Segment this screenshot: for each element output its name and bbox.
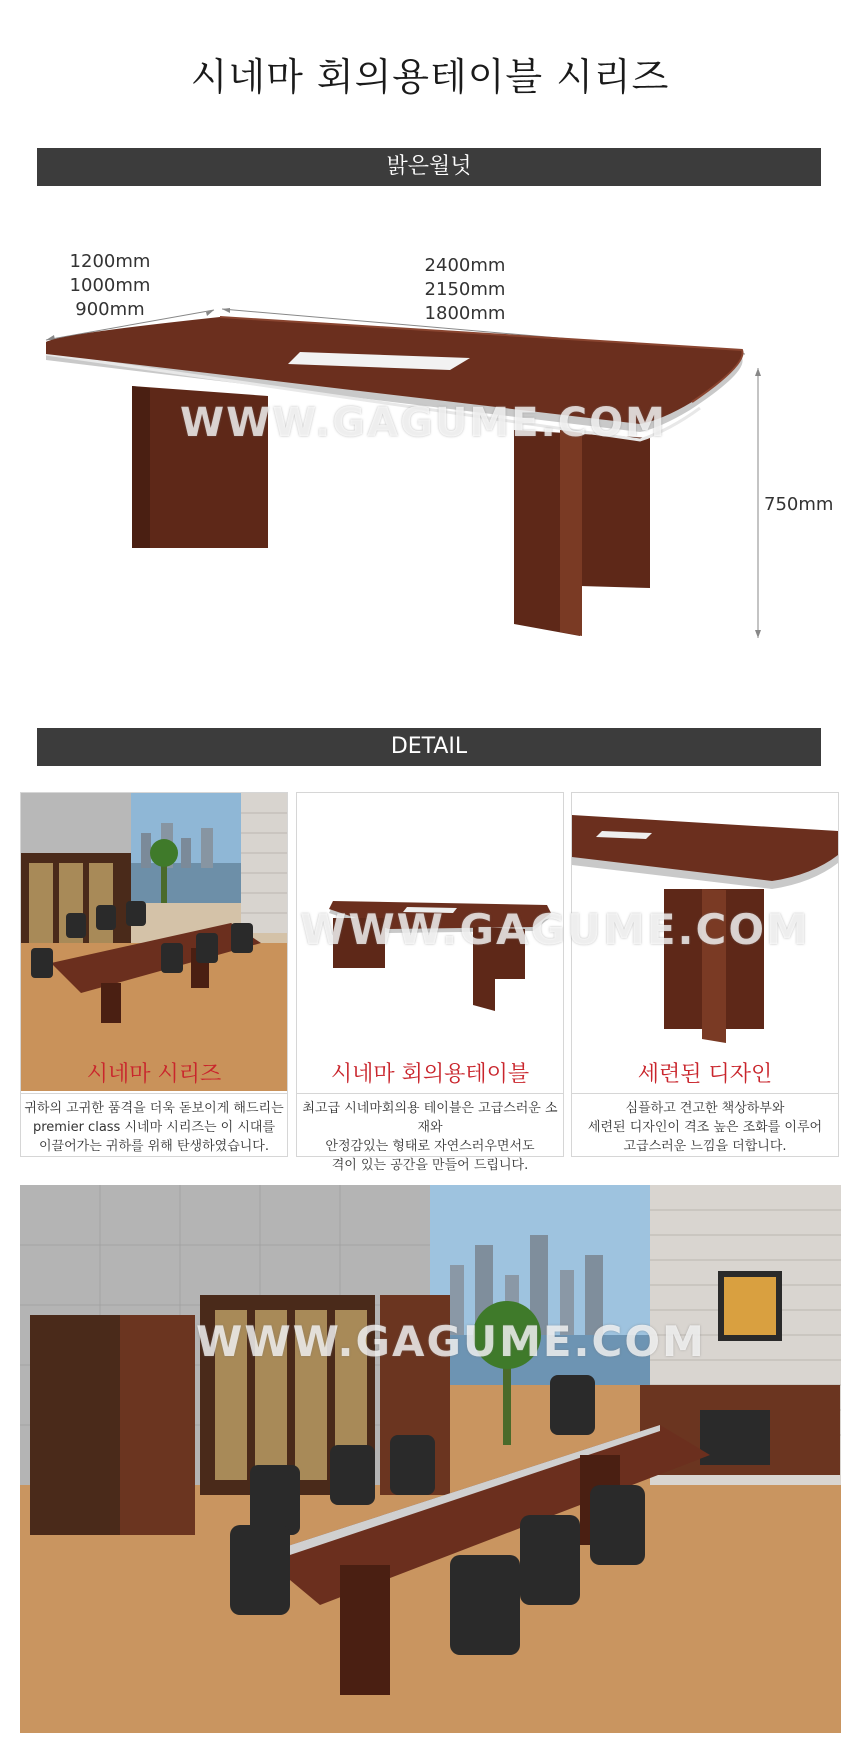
- desc-line: 고급스러운 느낌을 더합니다.: [623, 1139, 787, 1154]
- desc-line: 격이 있는 공간을 만들어 드립니다.: [331, 1158, 529, 1173]
- height-dimension: 750mm: [764, 494, 834, 515]
- detail-card-series: [20, 792, 288, 1157]
- length-3: 1800mm: [424, 303, 506, 324]
- desc-line: 세련된 디자인이 격조 높은 조화를 이루어: [587, 1120, 823, 1135]
- desc-line: premier class 시네마 시리즈는 이 시대를: [33, 1120, 275, 1135]
- desc-line: 이끌어가는 귀하를 위해 탄생하였습니다.: [38, 1139, 269, 1154]
- page-title: 시네마 회의용테이블 시리즈: [190, 55, 670, 99]
- description-design: [572, 1093, 838, 1157]
- desc-line: 안정감있는 형태로 자연스러우면서도: [325, 1139, 535, 1154]
- room-showcase-image: [20, 1185, 841, 1733]
- desc-line: 귀하의 고귀한 품격을 더욱 돋보이게 해드리는: [24, 1101, 284, 1116]
- detail-section-bar: DETAIL: [37, 728, 821, 766]
- caption-series: 시네마 시리즈: [86, 1062, 222, 1087]
- watermark: WWW.GAGUME.COM: [180, 400, 667, 446]
- description-table: [297, 1093, 563, 1173]
- length-1: 2400mm: [424, 255, 506, 276]
- color-section-bar: 밝은월넛: [37, 148, 821, 186]
- watermark: WWW.GAGUME.COM: [300, 905, 810, 954]
- width-3: 900mm: [75, 299, 145, 320]
- detail-card-design: [571, 792, 839, 1157]
- room-scene-image: [21, 793, 287, 1091]
- description-series: [21, 1093, 287, 1157]
- caption-design: 세련된 디자인: [637, 1062, 773, 1087]
- length-2: 2150mm: [424, 279, 506, 300]
- width-2: 1000mm: [69, 275, 151, 296]
- caption-table: 시네마 회의용테이블: [330, 1062, 530, 1087]
- table-diagram: [0, 290, 860, 660]
- watermark: WWW.GAGUME.COM: [196, 1317, 706, 1366]
- width-1: 1200mm: [69, 251, 151, 272]
- desc-line: 최고급 시네마회의용 테이블은 고급스러운 소재와: [302, 1101, 558, 1135]
- detail-card-table: [296, 792, 564, 1173]
- desc-line: 심플하고 견고한 책상하부와: [625, 1101, 785, 1116]
